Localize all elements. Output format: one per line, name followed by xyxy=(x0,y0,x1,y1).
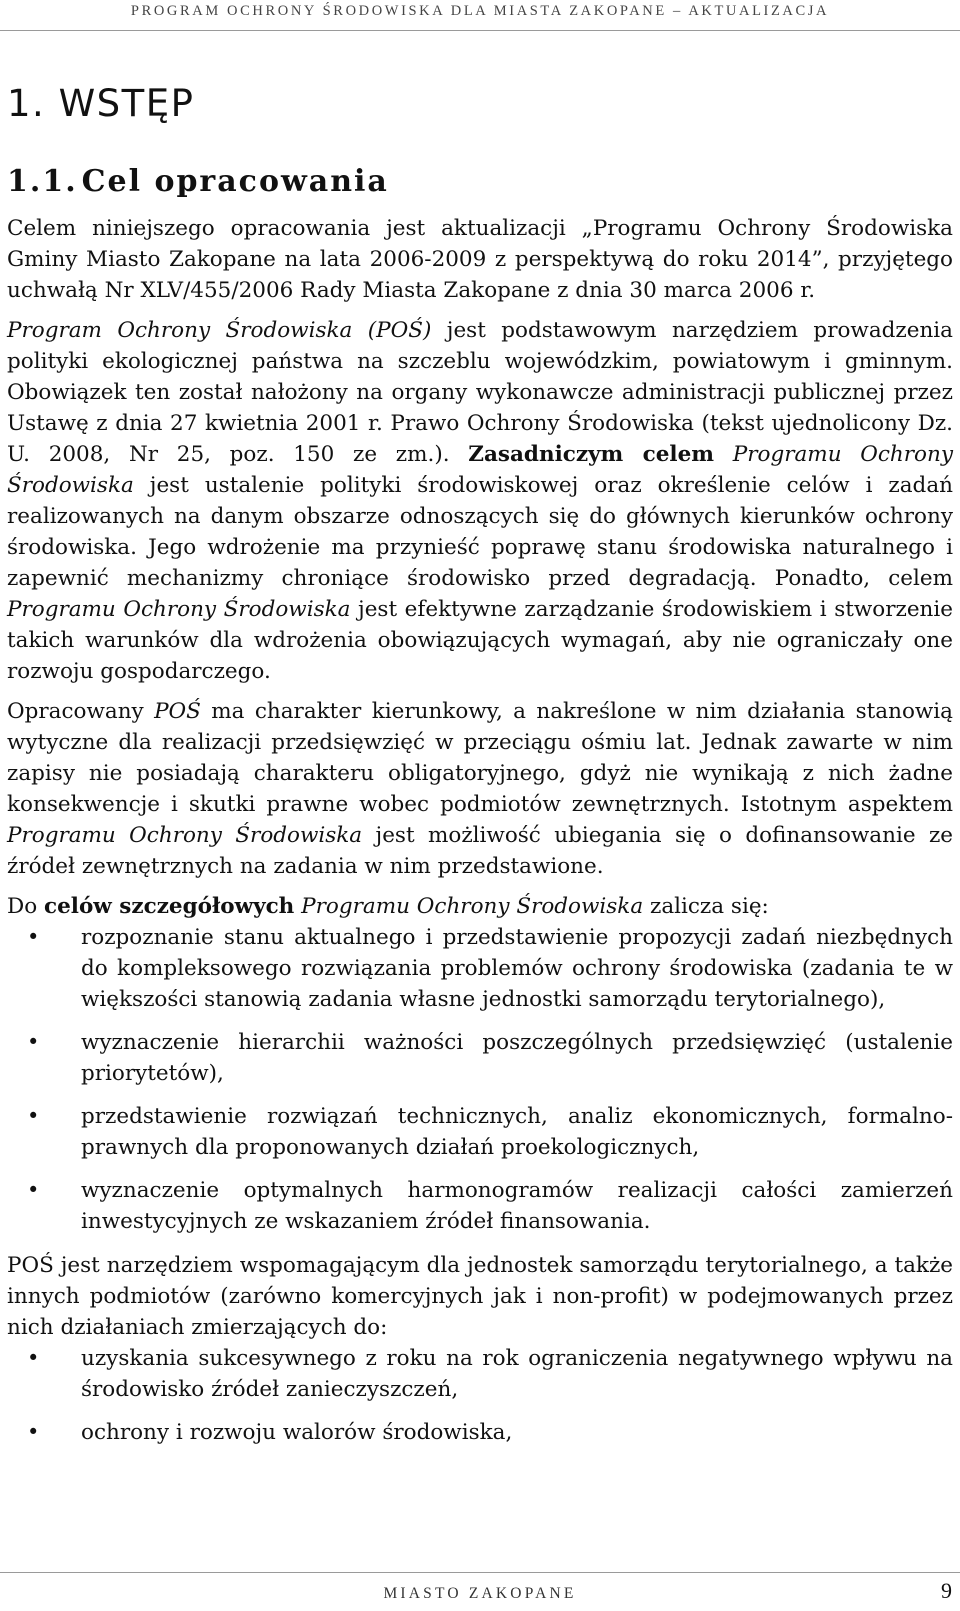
document-body xyxy=(7,213,953,1461)
pos-abbrev-italic: POŚ xyxy=(154,699,201,724)
footer-divider xyxy=(0,1572,960,1573)
text-run: jest możliwość ubiegania się o dofinansowanie ze źródeł zewnętrznych na zadania w nim przedstawione. xyxy=(7,823,954,879)
text-run: jest podstawowym narzędziem prowadzenia polityki ekologicznej państwa na szczeblu wojewódzkim, powiatowym i gminnym. Obowiązek ten został nałożony na organy wykonawcze administracji publicznej przez Ustawę z dnia 27 kwietnia 2001 r. Prawo Ochrony Środowiska (tekst ujednolicony Dz. U. 2008, Nr 25, poz. 150 ze zm.). xyxy=(7,318,953,467)
header-divider xyxy=(0,30,960,31)
list-item-text: przedstawienie rozwiązań technicznych, analiz ekonomicznych, formalno-prawnych dla proponowanych działań proekologicznych, xyxy=(81,1104,953,1160)
bullet-icon: • xyxy=(27,1420,40,1444)
text-run: ma charakter kierunkowy, a nakreślone w nim działania stanowią wytyczne dla realizacji przedsięwzięć w przeciągu ośmiu lat. Jednak zawarte w nim zapisy nie posiadają charakteru obligatoryjnego, gdyż nie wynikają z nich żadne konsekwencje i skutki prawne wobec podmiotów zewnętrznych. Istotnym aspektem xyxy=(7,699,953,817)
footer-title: MIASTO ZAKOPANE xyxy=(383,1585,577,1602)
list-item xyxy=(7,1101,953,1163)
paragraph-5: POŚ jest narzędziem wspomagającym dla jednostek samorządu terytorialnego, a także innych podmiotów (zarówno komercyjnych jak i non-profit) w podejmowanych przez nich działaniach zmierzających do: xyxy=(7,1253,953,1340)
text-run: jest efektywne zarządzanie środowiskiem i stworzenie takich warunków dla wdrożenia obowiązujących wymagań, aby nie ograniczały one rozwoju gospodarczego. xyxy=(7,597,953,684)
program-name-italic: Programu Ochrony Środowiska xyxy=(301,894,644,919)
bold-phrase: Zasadniczym celem xyxy=(468,442,715,467)
bold-phrase: celów szczegółowych xyxy=(44,894,295,919)
list-item-text: wyznaczenie hierarchii ważności poszczególnych przedsięwzięć (ustalenie priorytetów), xyxy=(81,1030,953,1086)
program-name-italic: Programu Ochrony Środowiska xyxy=(7,597,351,622)
objectives-list xyxy=(7,1343,953,1448)
paragraph-3 xyxy=(7,696,953,882)
list-item xyxy=(7,922,953,1015)
chapter-heading: 1. WSTĘP xyxy=(7,82,195,125)
paragraph-4 xyxy=(7,891,953,922)
paragraph-2 xyxy=(7,315,953,687)
running-header: PROGRAM OCHRONY ŚRODOWISKA DLA MIASTA ZAKOPANE – AKTUALIZACJA xyxy=(130,3,830,19)
section-number: 1.1. xyxy=(7,164,78,199)
detailed-goals-list xyxy=(7,922,953,1237)
list-item-text: wyznaczenie optymalnych harmonogramów realizacji całości zamierzeń inwestycyjnych ze wskazaniem źródeł finansowania. xyxy=(81,1178,953,1234)
list-item xyxy=(7,1175,953,1237)
list-item-text: ochrony i rozwoju walorów środowiska, xyxy=(81,1420,513,1445)
program-name-italic: Programu Ochrony Środowiska xyxy=(7,823,363,848)
bullet-icon: • xyxy=(27,925,40,949)
bullet-icon: • xyxy=(27,1346,40,1370)
list-item xyxy=(7,1343,953,1405)
bullet-icon: • xyxy=(27,1178,40,1202)
program-name-italic: Program Ochrony Środowiska (POŚ) xyxy=(7,318,432,343)
text-run: Do xyxy=(7,894,45,919)
bullet-icon: • xyxy=(27,1030,40,1054)
section-heading xyxy=(7,164,389,199)
text-run: zalicza się: xyxy=(643,894,769,919)
list-item-text: rozpoznanie stanu aktualnego i przedstawienie propozycji zadań niezbędnych do kompleksowego rozwiązania problemów ochrony środowiska (zadania te w większości stanowią zadania własne jednostki samorządu terytorialnego), xyxy=(81,925,953,1012)
text-run: jest ustalenie polityki środowiskowej oraz określenie celów i zadań realizowanych na danym obszarze odnoszących się do głównych kierunków ochrony środowiska. Jego wdrożenie ma przynieść poprawę stanu środowiska naturalnego i zapewnić mechanizmy chroniące środowisko przed degradacją. Ponadto, celem xyxy=(7,473,953,591)
list-item-text: uzyskania sukcesywnego z roku na rok ograniczenia negatywnego wpływu na środowisko źródeł zanieczyszczeń, xyxy=(81,1346,953,1402)
paragraph-1: Celem niniejszego opracowania jest aktualizacji „Programu Ochrony Środowiska Gminy Miasto Zakopane na lata 2006-2009 z perspektywą do roku 2014”, przyjętego uchwałą Nr XLV/455/2006 Rady Miasta Zakopane z dnia 30 marca 2006 r. xyxy=(7,216,953,303)
text-run: Opracowany xyxy=(7,699,155,724)
program-name-italic: Programu Ochrony Środowiska xyxy=(7,442,953,498)
list-item xyxy=(7,1417,953,1448)
bullet-icon: • xyxy=(27,1104,40,1128)
list-item xyxy=(7,1027,953,1089)
page-number: 9 xyxy=(941,1578,952,1603)
text-run xyxy=(714,442,733,467)
section-title: Cel opracowania xyxy=(81,164,389,199)
